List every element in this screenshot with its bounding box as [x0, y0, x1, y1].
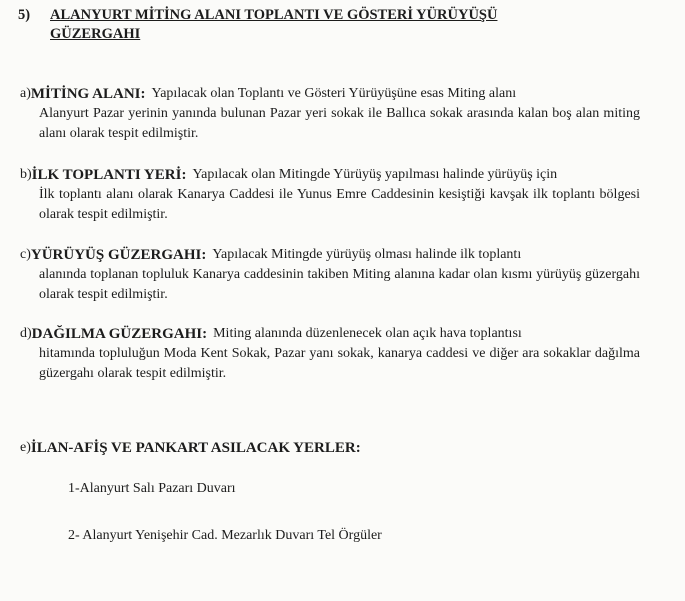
posting-place-2: 2- Alanyurt Yenişehir Cad. Mezarlık Duvarı Tel Örgüler	[68, 528, 382, 543]
section-b-label: İLK TOPLANTI YERİ:	[31, 167, 187, 183]
section-b	[20, 165, 640, 225]
section-heading	[18, 6, 578, 44]
section-a-marker: a)	[20, 86, 31, 101]
section-b-text: İlk toplantı alanı olarak Kanarya Caddesi ile Yunus Emre Caddesinin kesiştiği kavşak ilk toplantı bölgesi olarak tespit edilmiştir.	[39, 187, 640, 222]
section-d-marker: d)	[20, 326, 32, 341]
section-a-label: MİTİNG ALANI:	[30, 86, 146, 102]
section-e-marker: e)	[20, 440, 31, 455]
section-d-first-line: Miting alanında düzenlenecek olan açık hava toplantısı	[213, 326, 522, 341]
section-d-text: hitamında topluluğun Moda Kent Sokak, Pazar yanı sokak, kanarya caddesi ve diğer ara sokaklar dağılma güzergahı olarak tespit edilmiştir.	[39, 346, 640, 381]
section-a	[20, 84, 640, 144]
section-c-first-line: Yapılacak Mitingde yürüyüş olması halinde ilk toplantı	[212, 247, 522, 262]
section-a-text: Alanyurt Pazar yerinin yanında bulunan Pazar yeri sokak ile Ballıca sokak arasında kalan boş alan miting alanı olarak tespit edilmiştir.	[39, 106, 640, 141]
section-number: 5)	[18, 7, 31, 23]
section-d-label: DAĞILMA GÜZERGAHI:	[31, 326, 208, 342]
section-title: ALANYURT MİTİNG ALANI TOPLANTI VE GÖSTERİ YÜRÜYÜŞÜ GÜZERGAHI	[50, 7, 498, 42]
section-c-text: alanında toplanan topluluk Kanarya caddesinin takiben Miting alanına kadar olan kısmı yürüyüş güzergahı olarak tespit edilmiştir.	[39, 267, 640, 302]
section-e	[20, 438, 640, 458]
section-c-marker: c)	[20, 247, 31, 262]
section-d	[20, 324, 640, 384]
section-c	[20, 245, 640, 305]
section-e-label: İLAN-AFİŞ VE PANKART ASILACAK YERLER:	[30, 440, 361, 456]
section-c-label: YÜRÜYÜŞ GÜZERGAHI:	[30, 247, 207, 263]
section-b-first-line: Yapılacak olan Mitingde Yürüyüş yapılması halinde yürüyüş için	[192, 167, 558, 182]
section-a-first-line: Yapılacak olan Toplantı ve Gösteri Yürüyüşüne esas Miting alanı	[151, 86, 517, 101]
section-b-marker: b)	[20, 167, 32, 182]
posting-place-1: 1-Alanyurt Salı Pazarı Duvarı	[68, 481, 236, 496]
